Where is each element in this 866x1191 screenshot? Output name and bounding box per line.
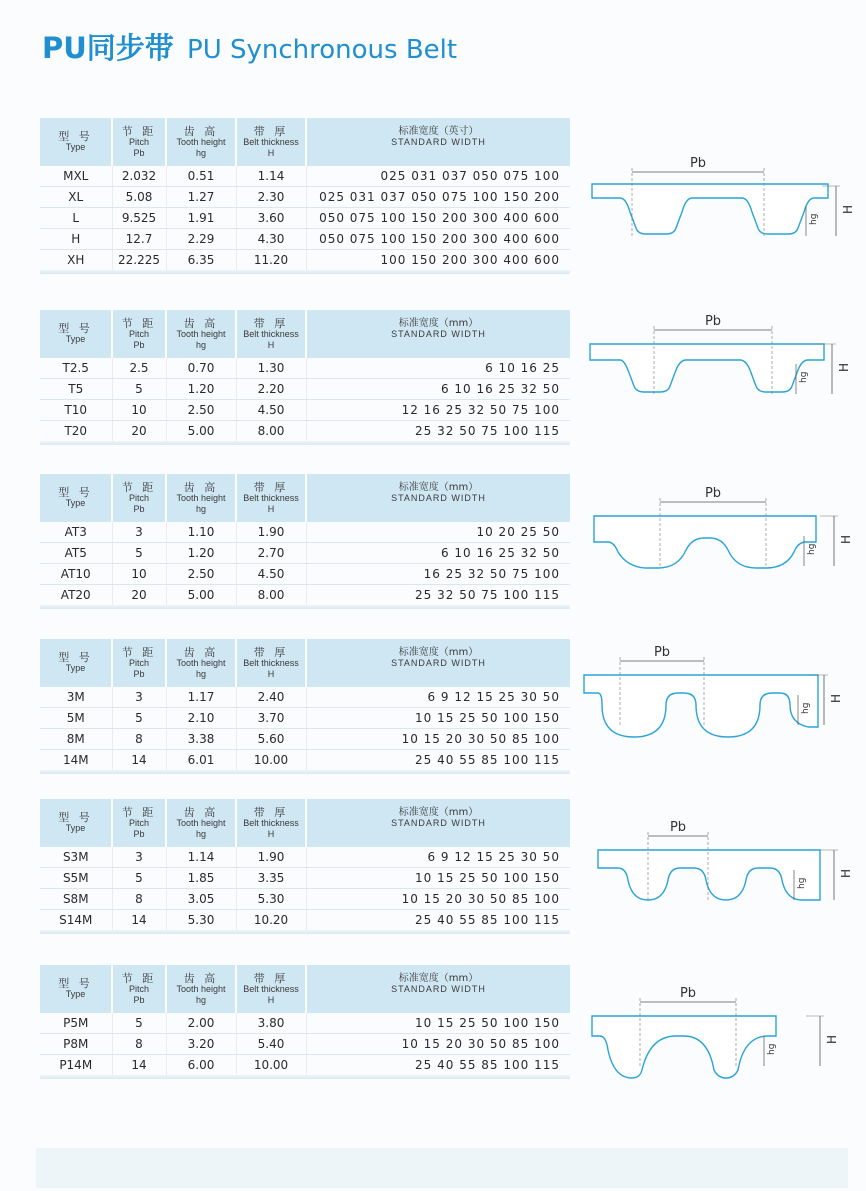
cell-belt-thickness: 10.20 bbox=[236, 910, 306, 931]
title-english: PU Synchronous Belt bbox=[187, 35, 458, 65]
tooth-height-label: hg bbox=[809, 213, 819, 225]
table-end-rule bbox=[40, 1075, 570, 1079]
cell-belt-thickness: 8.00 bbox=[236, 421, 306, 442]
cell-type: AT3 bbox=[40, 522, 112, 543]
cell-belt-thickness: 5.30 bbox=[236, 889, 306, 910]
table-row bbox=[40, 543, 570, 564]
cell-type: P5M bbox=[40, 1013, 112, 1034]
table-row bbox=[40, 208, 570, 229]
spec-table-section bbox=[40, 118, 570, 274]
cell-belt-thickness: 11.20 bbox=[236, 250, 306, 271]
cell-standard-widths: 10 20 25 50 bbox=[306, 522, 570, 543]
belt-profile-svg bbox=[592, 986, 839, 1088]
belt-profile-diagram bbox=[592, 150, 855, 240]
cell-tooth-height: 0.70 bbox=[166, 358, 236, 379]
table-row bbox=[40, 750, 570, 771]
col-header-pitch: 节 距 Pitch Pb bbox=[112, 799, 166, 847]
cell-tooth-height: 2.29 bbox=[166, 229, 236, 250]
cell-type: AT20 bbox=[60, 588, 91, 602]
col-header-tooth-height: 齿 高 Tooth height hg bbox=[166, 799, 236, 847]
cell-type: 3M bbox=[40, 687, 112, 708]
cell-pitch: 2.032 bbox=[112, 166, 166, 187]
cell-type: P14M bbox=[59, 1058, 93, 1072]
cell-standard-widths: 10 15 20 30 50 85 100 bbox=[306, 729, 570, 750]
cell-belt-thickness: 5.60 bbox=[236, 729, 306, 750]
cell-standard-widths: 050 075 100 150 200 300 400 600 bbox=[306, 208, 570, 229]
cell-type: XL bbox=[40, 187, 112, 208]
cell-type: XH bbox=[67, 253, 85, 267]
thickness-label: H bbox=[825, 1034, 839, 1044]
col-header-standard-width: 标准宽度（mm） STANDARD WIDTH bbox=[306, 965, 570, 1013]
cell-belt-thickness: 1.14 bbox=[236, 166, 306, 187]
cell-pitch: 3 bbox=[112, 847, 166, 868]
cell-pitch: 22.225 bbox=[112, 250, 166, 271]
cell-standard-widths: 6 9 12 15 25 30 50 bbox=[306, 847, 570, 868]
cell-standard-widths: 25 32 50 75 100 115 bbox=[306, 585, 570, 606]
cell-tooth-height: 2.10 bbox=[166, 708, 236, 729]
cell-type: L bbox=[40, 208, 112, 229]
cell-belt-thickness: 2.70 bbox=[236, 543, 306, 564]
spec-table bbox=[40, 965, 570, 1075]
spec-table-section bbox=[40, 799, 570, 934]
cell-standard-widths: 10 15 20 30 50 85 100 bbox=[306, 889, 570, 910]
cell-belt-thickness: 10.00 bbox=[236, 1055, 306, 1076]
table-end-rule bbox=[40, 930, 570, 934]
cell-pitch: 3 bbox=[112, 522, 166, 543]
cell-belt-thickness: 10.00 bbox=[236, 750, 306, 771]
cell-tooth-height: 5.00 bbox=[166, 585, 236, 606]
cell-pitch: 20 bbox=[112, 585, 166, 606]
table-row bbox=[40, 1055, 570, 1076]
cell-tooth-height: 6.01 bbox=[166, 750, 236, 771]
cell-pitch: 5 bbox=[112, 708, 166, 729]
cell-type: MXL bbox=[40, 166, 112, 187]
cell-pitch: 5 bbox=[112, 543, 166, 564]
cell-pitch: 14 bbox=[112, 750, 166, 771]
cell-standard-widths: 6 10 16 25 bbox=[306, 358, 570, 379]
cell-tooth-height: 1.85 bbox=[166, 868, 236, 889]
spec-table-section bbox=[40, 639, 570, 774]
col-header-tooth-height: 齿 高 Tooth height hg bbox=[166, 965, 236, 1013]
cell-pitch: 5 bbox=[112, 868, 166, 889]
cell-pitch: 5 bbox=[112, 1013, 166, 1034]
thickness-label: H bbox=[841, 204, 855, 214]
col-header-type: 型 号 Type bbox=[40, 118, 112, 166]
cell-type: AT10 bbox=[40, 564, 112, 585]
cell-tooth-height: 3.05 bbox=[166, 889, 236, 910]
cell-pitch: 8 bbox=[112, 1034, 166, 1055]
table-header-row bbox=[40, 799, 570, 847]
col-header-type: 型 号 Type bbox=[40, 474, 112, 522]
table-end-rule bbox=[40, 270, 570, 274]
cell-type: T5 bbox=[40, 379, 112, 400]
cell-pitch: 2.5 bbox=[112, 358, 166, 379]
cell-tooth-height: 1.91 bbox=[166, 208, 236, 229]
cell-belt-thickness: 3.70 bbox=[236, 708, 306, 729]
thickness-label: H bbox=[829, 693, 843, 703]
thickness-label: H bbox=[839, 868, 853, 878]
cell-standard-widths: 025 031 037 050 075 100 150 200 bbox=[306, 187, 570, 208]
belt-profile-svg bbox=[584, 645, 843, 745]
col-header-belt-thickness: 带 厚 Belt thickness H bbox=[236, 310, 306, 358]
spec-table bbox=[40, 474, 570, 605]
spec-table-section bbox=[40, 965, 570, 1079]
col-header-tooth-height: 齿 高 Tooth height hg bbox=[166, 118, 236, 166]
cell-pitch: 12.7 bbox=[112, 229, 166, 250]
table-row bbox=[40, 868, 570, 889]
cell-type: S14M bbox=[59, 913, 93, 927]
cell-standard-widths: 25 40 55 85 100 115 bbox=[306, 750, 570, 771]
cell-type: S3M bbox=[40, 847, 112, 868]
cell-belt-thickness: 2.40 bbox=[236, 687, 306, 708]
table-row bbox=[40, 889, 570, 910]
cell-type: T10 bbox=[40, 400, 112, 421]
cell-pitch: 3 bbox=[112, 687, 166, 708]
cell-standard-widths: 16 25 32 50 75 100 bbox=[306, 564, 570, 585]
belt-profile-svg bbox=[594, 486, 853, 582]
col-header-belt-thickness: 带 厚 Belt thickness H bbox=[236, 474, 306, 522]
cell-tooth-height: 1.27 bbox=[166, 187, 236, 208]
col-header-belt-thickness: 带 厚 Belt thickness H bbox=[236, 965, 306, 1013]
cell-belt-thickness: 4.30 bbox=[236, 229, 306, 250]
table-end-rule bbox=[40, 770, 570, 774]
belt-profile-svg bbox=[592, 150, 855, 240]
table-row bbox=[40, 910, 570, 931]
cell-pitch: 20 bbox=[112, 421, 166, 442]
cell-tooth-height: 0.51 bbox=[166, 166, 236, 187]
cell-standard-widths: 10 15 20 30 50 85 100 bbox=[306, 1034, 570, 1055]
cell-pitch: 8 bbox=[112, 889, 166, 910]
col-header-type: 型 号 Type bbox=[40, 310, 112, 358]
table-header-row bbox=[40, 310, 570, 358]
table-header-row bbox=[40, 639, 570, 687]
cell-standard-widths: 25 32 50 75 100 115 bbox=[306, 421, 570, 442]
table-row bbox=[40, 187, 570, 208]
cell-standard-widths: 025 031 037 050 075 100 bbox=[306, 166, 570, 187]
title-chinese: PU同步带 bbox=[42, 31, 174, 65]
tooth-height-label: hg bbox=[797, 877, 807, 889]
belt-profile-svg bbox=[598, 820, 853, 902]
table-row bbox=[40, 585, 570, 606]
pitch-label: Pb bbox=[689, 156, 707, 171]
cell-tooth-height: 6.00 bbox=[166, 1055, 236, 1076]
belt-outline bbox=[590, 344, 824, 392]
belt-outline bbox=[592, 184, 828, 234]
col-header-type: 型 号 Type bbox=[40, 799, 112, 847]
cell-standard-widths: 10 15 25 50 100 150 bbox=[306, 708, 570, 729]
table-row bbox=[40, 400, 570, 421]
belt-outline bbox=[584, 675, 818, 737]
cell-pitch: 10 bbox=[112, 564, 166, 585]
table-row bbox=[40, 229, 570, 250]
table-row bbox=[40, 1034, 570, 1055]
cell-tooth-height: 2.50 bbox=[166, 564, 236, 585]
spec-table bbox=[40, 799, 570, 930]
cell-pitch: 9.525 bbox=[112, 208, 166, 229]
cell-belt-thickness: 8.00 bbox=[236, 585, 306, 606]
belt-profile-diagram bbox=[598, 820, 853, 902]
cell-belt-thickness: 3.60 bbox=[236, 208, 306, 229]
col-header-pitch: 节 距 Pitch Pb bbox=[112, 310, 166, 358]
cell-belt-thickness: 1.90 bbox=[236, 847, 306, 868]
cell-pitch: 10 bbox=[112, 400, 166, 421]
col-header-pitch: 节 距 Pitch Pb bbox=[112, 965, 166, 1013]
table-row bbox=[40, 564, 570, 585]
cell-tooth-height: 5.30 bbox=[166, 910, 236, 931]
belt-outline bbox=[594, 516, 816, 568]
cell-type: S8M bbox=[40, 889, 112, 910]
cell-type: T20 bbox=[64, 424, 88, 438]
pitch-label: Pb bbox=[679, 986, 697, 1001]
cell-standard-widths: 12 16 25 32 50 75 100 bbox=[306, 400, 570, 421]
cell-type: S5M bbox=[40, 868, 112, 889]
cell-standard-widths: 6 10 16 25 32 50 bbox=[306, 543, 570, 564]
cell-pitch: 14 bbox=[112, 1055, 166, 1076]
cell-standard-widths: 25 40 55 85 100 115 bbox=[306, 1055, 570, 1076]
table-end-rule bbox=[40, 605, 570, 609]
cell-type: P8M bbox=[40, 1034, 112, 1055]
belt-profile-diagram bbox=[594, 486, 853, 582]
col-header-tooth-height: 齿 高 Tooth height hg bbox=[166, 474, 236, 522]
cell-standard-widths: 25 40 55 85 100 115 bbox=[306, 910, 570, 931]
tooth-height-label: hg bbox=[807, 543, 817, 555]
pitch-label: Pb bbox=[669, 820, 687, 835]
cell-tooth-height: 6.35 bbox=[166, 250, 236, 271]
cell-standard-widths: 10 15 25 50 100 150 bbox=[306, 1013, 570, 1034]
col-header-standard-width: 标准宽度（英寸） STANDARD WIDTH bbox=[306, 118, 570, 166]
cell-tooth-height: 5.00 bbox=[166, 421, 236, 442]
table-header-row bbox=[40, 118, 570, 166]
cell-standard-widths: 100 150 200 300 400 600 bbox=[306, 250, 570, 271]
cell-standard-widths: 10 15 25 50 100 150 bbox=[306, 868, 570, 889]
spec-table bbox=[40, 118, 570, 270]
cell-belt-thickness: 2.30 bbox=[236, 187, 306, 208]
col-header-standard-width: 标准宽度（mm） STANDARD WIDTH bbox=[306, 639, 570, 687]
tooth-height-label: hg bbox=[801, 702, 811, 714]
cell-belt-thickness: 3.80 bbox=[236, 1013, 306, 1034]
table-row bbox=[40, 421, 570, 442]
cell-belt-thickness: 4.50 bbox=[236, 400, 306, 421]
cell-tooth-height: 1.20 bbox=[166, 379, 236, 400]
belt-outline bbox=[598, 850, 820, 900]
cell-tooth-height: 1.10 bbox=[166, 522, 236, 543]
cell-belt-thickness: 3.35 bbox=[236, 868, 306, 889]
col-header-standard-width: 标准宽度（mm） STANDARD WIDTH bbox=[306, 799, 570, 847]
col-header-standard-width: 标准宽度（mm） STANDARD WIDTH bbox=[306, 474, 570, 522]
belt-profile-diagram bbox=[592, 986, 839, 1088]
belt-outline bbox=[592, 1016, 776, 1078]
cell-belt-thickness: 2.20 bbox=[236, 379, 306, 400]
cell-tooth-height: 3.20 bbox=[166, 1034, 236, 1055]
belt-profile-diagram bbox=[584, 645, 843, 745]
belt-profile-svg bbox=[590, 314, 851, 408]
table-row bbox=[40, 166, 570, 187]
col-header-tooth-height: 齿 高 Tooth height hg bbox=[166, 639, 236, 687]
belt-profile-diagram bbox=[590, 314, 851, 408]
table-row bbox=[40, 1013, 570, 1034]
cell-tooth-height: 2.50 bbox=[166, 400, 236, 421]
cell-pitch: 5.08 bbox=[112, 187, 166, 208]
cell-type: T2.5 bbox=[40, 358, 112, 379]
cell-type: 14M bbox=[62, 753, 89, 767]
table-row bbox=[40, 729, 570, 750]
cell-pitch: 8 bbox=[112, 729, 166, 750]
cell-type: H bbox=[40, 229, 112, 250]
table-end-rule bbox=[40, 441, 570, 445]
table-row bbox=[40, 250, 570, 271]
thickness-label: H bbox=[839, 534, 853, 544]
cell-belt-thickness: 1.90 bbox=[236, 522, 306, 543]
col-header-belt-thickness: 带 厚 Belt thickness H bbox=[236, 118, 306, 166]
pitch-label: Pb bbox=[704, 486, 722, 501]
col-header-type: 型 号 Type bbox=[40, 965, 112, 1013]
spec-table-section bbox=[40, 474, 570, 609]
cell-tooth-height: 1.14 bbox=[166, 847, 236, 868]
cell-type: 5M bbox=[40, 708, 112, 729]
cell-tooth-height: 1.20 bbox=[166, 543, 236, 564]
col-header-belt-thickness: 带 厚 Belt thickness H bbox=[236, 799, 306, 847]
col-header-belt-thickness: 带 厚 Belt thickness H bbox=[236, 639, 306, 687]
table-row bbox=[40, 708, 570, 729]
thickness-label: H bbox=[837, 362, 851, 372]
table-row bbox=[40, 522, 570, 543]
table-header-row bbox=[40, 965, 570, 1013]
col-header-pitch: 节 距 Pitch Pb bbox=[112, 474, 166, 522]
cell-pitch: 5 bbox=[112, 379, 166, 400]
cell-pitch: 14 bbox=[112, 910, 166, 931]
cell-type: 8M bbox=[40, 729, 112, 750]
cell-belt-thickness: 5.40 bbox=[236, 1034, 306, 1055]
cell-standard-widths: 050 075 100 150 200 300 400 600 bbox=[306, 229, 570, 250]
cell-belt-thickness: 1.30 bbox=[236, 358, 306, 379]
col-header-pitch: 节 距 Pitch Pb bbox=[112, 118, 166, 166]
col-header-standard-width: 标准宽度（mm） STANDARD WIDTH bbox=[306, 310, 570, 358]
spec-table bbox=[40, 639, 570, 770]
table-row bbox=[40, 847, 570, 868]
table-row bbox=[40, 379, 570, 400]
cell-belt-thickness: 4.50 bbox=[236, 564, 306, 585]
tooth-height-label: hg bbox=[767, 1043, 777, 1055]
table-header-row bbox=[40, 474, 570, 522]
cell-tooth-height: 2.00 bbox=[166, 1013, 236, 1034]
cell-standard-widths: 6 10 16 25 32 50 bbox=[306, 379, 570, 400]
col-header-type: 型 号 Type bbox=[40, 639, 112, 687]
pitch-label: Pb bbox=[653, 645, 671, 660]
table-row bbox=[40, 358, 570, 379]
cell-type: AT5 bbox=[40, 543, 112, 564]
cell-standard-widths: 6 9 12 15 25 30 50 bbox=[306, 687, 570, 708]
tooth-height-label: hg bbox=[799, 371, 809, 383]
col-header-tooth-height: 齿 高 Tooth height hg bbox=[166, 310, 236, 358]
pitch-label: Pb bbox=[704, 314, 722, 329]
col-header-pitch: 节 距 Pitch Pb bbox=[112, 639, 166, 687]
cell-tooth-height: 1.17 bbox=[166, 687, 236, 708]
spec-table bbox=[40, 310, 570, 441]
page-title bbox=[42, 26, 457, 67]
cell-tooth-height: 3.38 bbox=[166, 729, 236, 750]
table-row bbox=[40, 687, 570, 708]
spec-table-section bbox=[40, 310, 570, 445]
footer-band bbox=[36, 1148, 848, 1188]
